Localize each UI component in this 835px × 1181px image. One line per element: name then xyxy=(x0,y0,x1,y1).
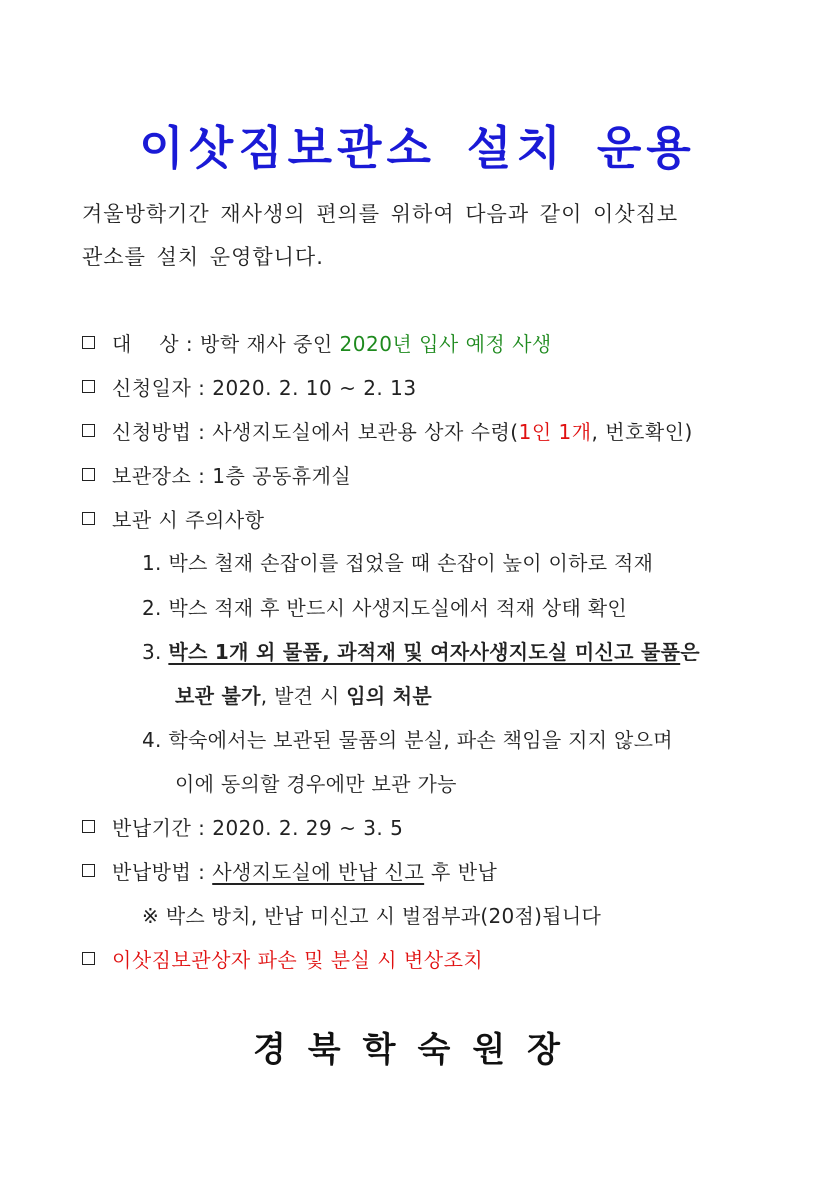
item-apply-method: 신청방법 : 사생지도실에서 보관용 상자 수령(1인 1개, 번호확인) xyxy=(82,416,693,445)
item-return-period-value: 2020. 2. 29 ~ 3. 5 xyxy=(212,816,404,840)
item-target-value: 방학 재사 중인 xyxy=(200,332,340,356)
intro-line-2: 관소를 설치 운영합니다. xyxy=(82,245,324,269)
precaution-4-cont: 이에 동의할 경우에만 보관 가능 xyxy=(175,772,457,796)
item-storage-place-label: 보관장소 xyxy=(112,464,192,488)
penalty-note: ※ 박스 방치, 반납 미신고 시 벌점부과(20점)됩니다 xyxy=(142,904,602,928)
item-apply-method-highlight: 1인 1개 xyxy=(518,420,592,444)
item-return-period: 반납기간 : 2020. 2. 29 ~ 3. 5 xyxy=(82,812,403,841)
item-apply-method-label: 신청방법 xyxy=(112,420,192,444)
item-warning-text: 이삿짐보관상자 파손 및 분실 시 변상조치 xyxy=(112,948,484,972)
item-apply-date-value: 2020. 2. 10 ~ 2. 13 xyxy=(212,376,417,400)
checkbox-bullet-icon xyxy=(82,820,95,833)
checkbox-bullet-icon xyxy=(82,952,95,965)
precaution-3: 3. 박스 1개 외 물품, 과적재 및 여자사생지도실 미신고 물품은 xyxy=(142,640,700,664)
item-target: 대 상 : 방학 재사 중인 2020년 입사 예정 사생 xyxy=(82,328,552,357)
checkbox-bullet-icon xyxy=(82,468,95,481)
checkbox-bullet-icon xyxy=(82,424,95,437)
item-return-method-label: 반납방법 xyxy=(112,860,192,884)
intro-line-1: 겨울방학기간 재사생의 편의를 위하여 다음과 같이 이삿짐보 xyxy=(82,202,679,226)
item-precautions-label: 보관 시 주의사항 xyxy=(112,508,265,532)
precaution-4: 4. 학숙에서는 보관된 물품의 분실, 파손 책임을 지지 않으며 xyxy=(142,728,673,752)
precaution-1: 1. 박스 철재 손잡이를 접었을 때 손잡이 높이 이하로 적재 xyxy=(142,551,654,575)
checkbox-bullet-icon xyxy=(82,336,95,349)
item-storage-place: 보관장소 : 1층 공동휴게실 xyxy=(82,460,351,489)
item-return-method-underlined: 사생지도실에 반납 신고 xyxy=(212,860,425,884)
item-apply-date: 신청일자 : 2020. 2. 10 ~ 2. 13 xyxy=(82,372,417,401)
item-precautions xyxy=(82,504,264,533)
item-target-highlight: 2020년 입사 예정 사생 xyxy=(339,332,552,356)
checkbox-bullet-icon xyxy=(82,512,95,525)
item-return-method: 반납방법 : 사생지도실에 반납 신고 후 반납 xyxy=(82,856,497,885)
checkbox-bullet-icon xyxy=(82,380,95,393)
item-warning xyxy=(82,944,483,973)
item-target-label: 대 상 xyxy=(112,332,180,356)
precaution-2: 2. 박스 적재 후 반드시 사생지도실에서 적재 상태 확인 xyxy=(142,596,627,620)
signature: 경북학숙원장 xyxy=(252,1030,583,1070)
checkbox-bullet-icon xyxy=(82,864,95,877)
item-apply-date-label: 신청일자 xyxy=(112,376,192,400)
page-title: 이삿짐보관소 설치 운용 xyxy=(139,121,696,175)
precaution-3-cont: 보관 불가, 발견 시 임의 처분 xyxy=(175,684,432,708)
item-storage-place-value: 1층 공동휴게실 xyxy=(212,464,352,488)
item-return-period-label: 반납기간 xyxy=(112,816,192,840)
